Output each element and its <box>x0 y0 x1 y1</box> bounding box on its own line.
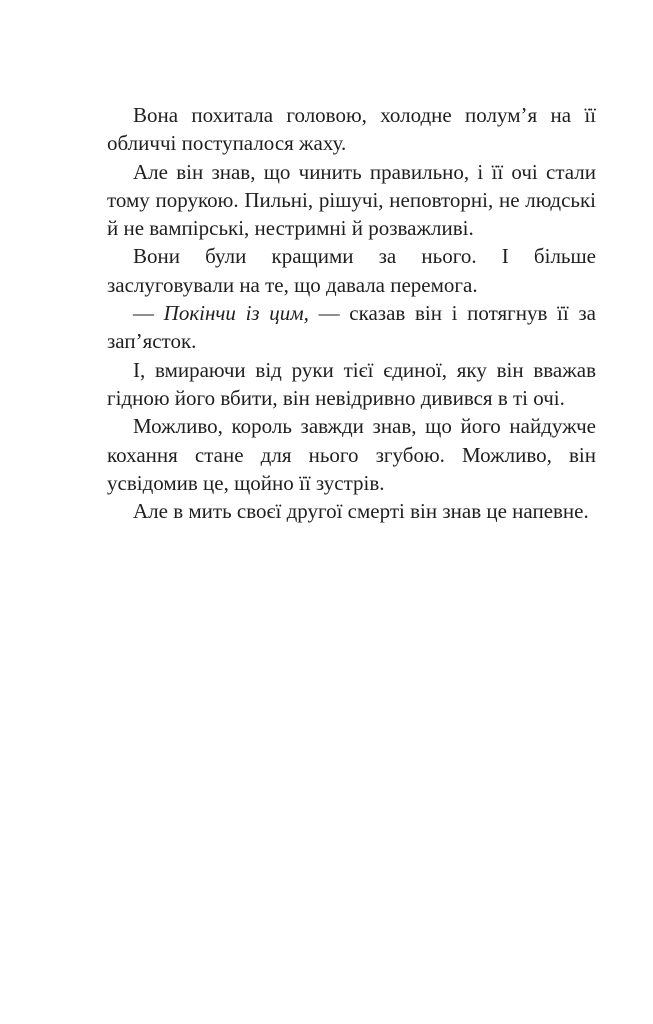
paragraph <box>107 158 596 243</box>
paragraph <box>107 497 596 525</box>
text-segment: Можливо, король завжди знав, що його найдужче кохання стане для нього згубою. Можливо, він усвідомив це, щойно її зустрів. <box>107 414 596 495</box>
paragraph <box>107 242 596 299</box>
text-segment: — <box>133 301 164 326</box>
paragraph <box>107 299 596 356</box>
text-segment: Вони були кращими за нього. І більше заслуговували на те, що давала перемога. <box>107 244 596 297</box>
italic-text-segment: Покінчи із цим, <box>163 301 309 326</box>
paragraph <box>107 412 596 497</box>
text-segment: — сказав він і потягнув її за зап’ясток. <box>107 301 596 354</box>
text-segment: І, вмираючи від руки тієї єдиної, яку він вважав гідною його вбити, він невідривно дивився в ті очі. <box>107 357 596 410</box>
text-block <box>107 101 596 525</box>
text-segment: Але він знав, що чинить правильно, і її очі стали тому порукою. Пильні, рішучі, неповторні, не людські й не вампірські, нестримні й розважливі. <box>107 159 596 241</box>
text-segment: Вона похитала головою, холодне полум’я на її обличчі поступалося жаху. <box>107 103 596 156</box>
text-segment: Але в мить своєї другої смерті він знав це напевне. <box>133 499 589 524</box>
paragraph <box>107 356 596 413</box>
paragraph <box>107 101 596 158</box>
